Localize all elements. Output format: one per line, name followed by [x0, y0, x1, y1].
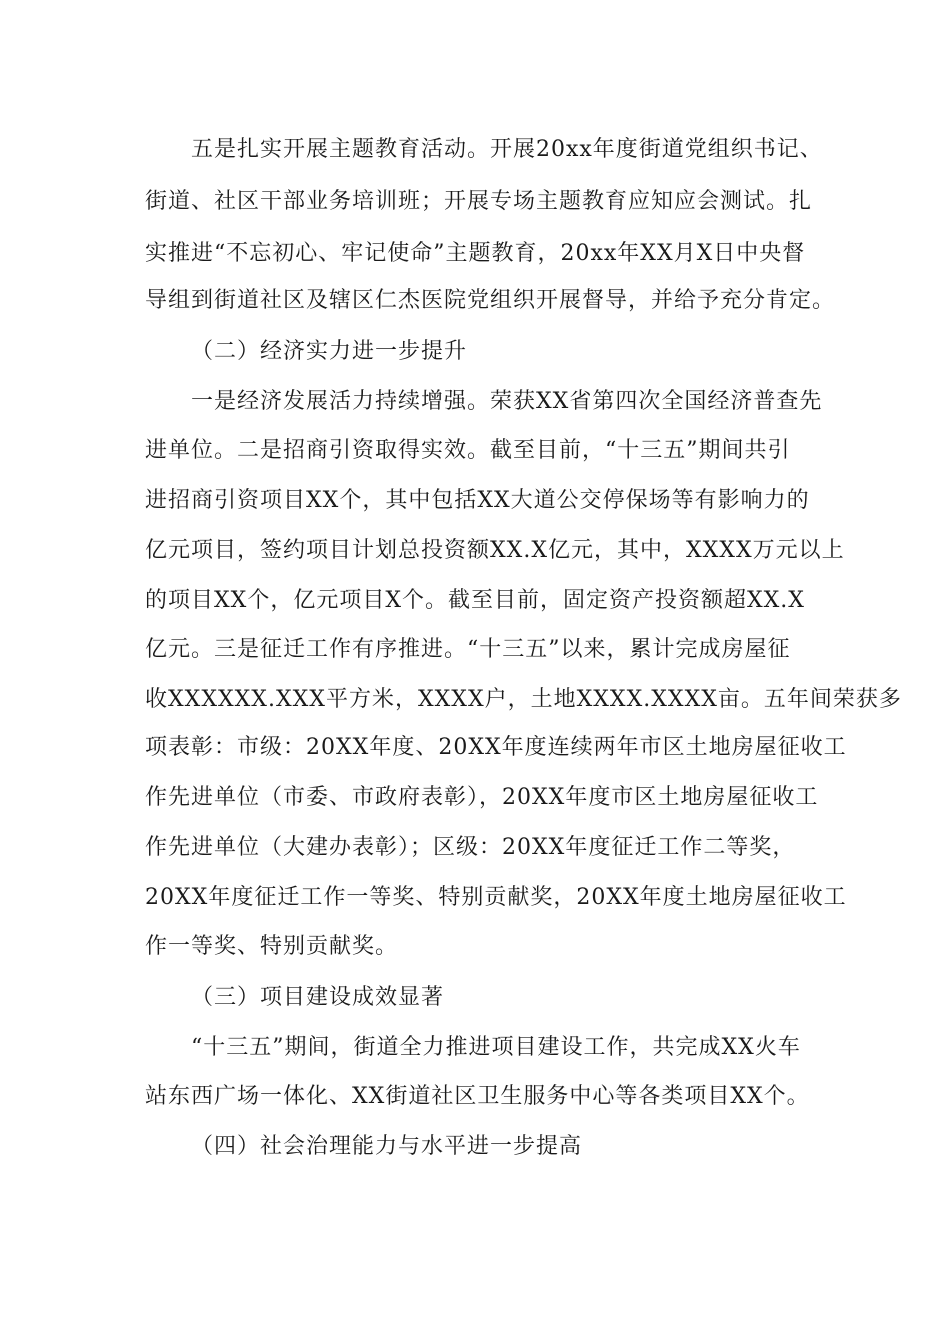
paragraph-line: 亿元项目，签约项目计划总投资额XX.X亿元，其中，XXXX万元以上: [145, 538, 845, 563]
paragraph-line: 项表彰：市级：20XX年度、20XX年度连续两年市区土地房屋征收工: [145, 735, 847, 760]
paragraph-line: 作先进单位（市委、市政府表彰），20XX年度市区土地房屋征收工: [145, 785, 819, 810]
paragraph-line: 的项目XX个，亿元项目X个。截至目前，固定资产投资额超XX.X: [145, 588, 805, 613]
paragraph-line: 五是扎实开展主题教育活动。开展20xx年度街道党组织书记、: [191, 137, 823, 162]
paragraph-line: 进单位。二是招商引资取得实效。截至目前，“十三五”期间共引: [145, 438, 791, 463]
paragraph-line: 实推进“不忘初心、牢记使命”主题教育，20xx年XX月X日中央督: [145, 241, 806, 266]
paragraph-line: 导组到街道社区及辖区仁杰医院党组织开展督导，并给予充分肯定。: [145, 288, 836, 313]
paragraph-line: 进招商引资项目XX个，其中包括XX大道公交停保场等有影响力的: [145, 488, 810, 513]
section-heading: （二）经济实力进一步提升: [191, 339, 468, 364]
paragraph-line: 站东西广场一体化、XX街道社区卫生服务中心等各类项目XX个。: [145, 1084, 810, 1109]
paragraph-line: 一是经济发展活力持续增强。荣获XX省第四次全国经济普查先: [191, 389, 823, 414]
paragraph-line: 街道、社区干部业务培训班；开展专场主题教育应知应会测试。扎: [145, 189, 813, 214]
paragraph-line: 亿元。三是征迁工作有序推进。“十三五”以来，累计完成房屋征: [145, 637, 791, 662]
paragraph-line: 作先进单位（大建办表彰）；区级：20XX年度征迁工作二等奖，: [145, 835, 796, 860]
paragraph-line: 20XX年度征迁工作一等奖、特别贡献奖，20XX年度土地房屋征收工: [145, 885, 847, 910]
paragraph-line: 收XXXXXX.XXX平方米，XXXX户，土地XXXX.XXXX亩。五年间荣获多: [145, 687, 902, 712]
section-heading: （三）项目建设成效显著: [191, 985, 445, 1010]
paragraph-line: 作一等奖、特别贡献奖。: [145, 934, 399, 959]
section-heading: （四）社会治理能力与水平进一步提高: [191, 1134, 583, 1159]
paragraph-line: “十三五”期间，街道全力推进项目建设工作，共完成XX火车: [191, 1035, 801, 1060]
